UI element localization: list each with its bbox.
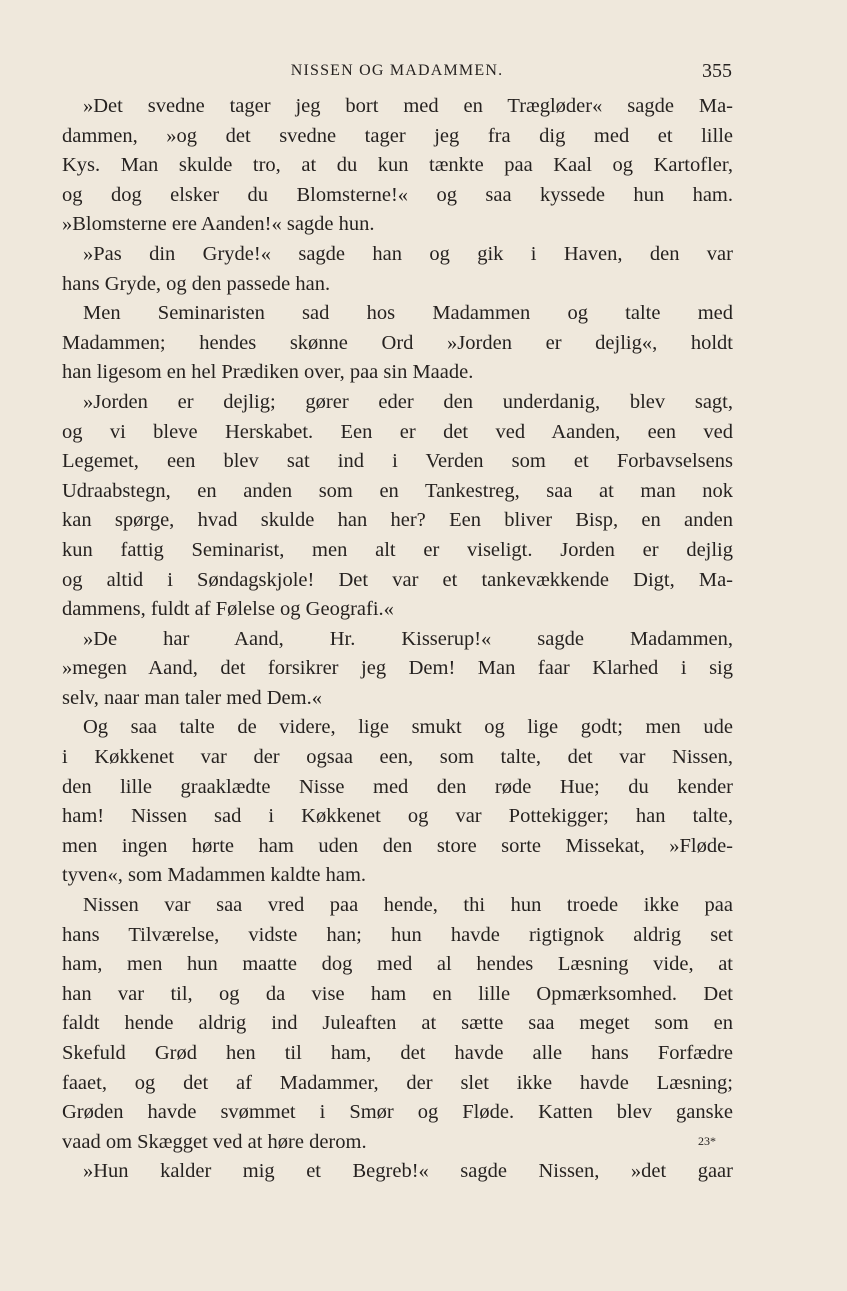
text-line: Madammen; hendes skønne Ord »Jorden er dejlig«, holdt xyxy=(62,331,733,354)
text-line: han var til, og da vise ham en lille Opmærksomhed. Det xyxy=(62,982,733,1005)
text-line: faaet, og det af Madammer, der slet ikke havde Læsning; xyxy=(62,1071,733,1094)
running-title: NISSEN OG MADAMMEN. xyxy=(290,62,504,79)
text-line: »Blomsterne ere Aanden!« sagde hun. xyxy=(62,213,375,236)
text-line: og dog elsker du Blomsterne!« og saa kyssede hun ham. xyxy=(62,183,733,206)
page-number: 355 xyxy=(702,60,732,82)
text-line: ham! Nissen sad i Køkkenet og var Pottekigger; han talte, xyxy=(62,805,733,828)
text-line: men ingen hørte ham uden den store sorte Missekat, »Fløde- xyxy=(62,834,733,857)
text-line: Og saa talte de videre, lige smukt og lige godt; men ude xyxy=(83,716,733,739)
text-line: hans Gryde, og den passede han. xyxy=(62,272,331,295)
text-line: Nissen var saa vred paa hende, thi hun troede ikke paa xyxy=(83,894,733,917)
running-head xyxy=(62,60,732,90)
text-line: ham, men hun maatte dog med al hendes Læsning vide, at xyxy=(62,953,733,976)
text-line: »Jorden er dejlig; gører eder den underdanig, blev sagt, xyxy=(83,390,733,413)
text-line: kan spørge, hvad skulde han her? Een bliver Bisp, en anden xyxy=(62,509,733,532)
text-line: kun fattig Seminarist, men alt er viseligt. Jorden er dejlig xyxy=(62,538,733,561)
text-line: Kys. Man skulde tro, at du kun tænkte paa Kaal og Kartofler, xyxy=(62,154,733,177)
text-line: hans Tilværelse, vidste han; hun havde rigtignok aldrig set xyxy=(62,923,733,946)
text-line: Grøden havde svømmet i Smør og Fløde. Katten blev ganske xyxy=(62,1101,733,1124)
text-line: Skefuld Grød hen til ham, det havde alle hans Forfædre xyxy=(62,1042,733,1064)
text-line: den lille graaklædte Nisse med den røde Hue; du kender xyxy=(62,775,733,798)
text-line: selv, naar man taler med Dem.« xyxy=(62,686,322,709)
text-line: og vi bleve Herskabet. Een er det ved Aanden, een ved xyxy=(62,420,733,443)
text-line: Men Seminaristen sad hos Madammen og talte med xyxy=(83,302,733,325)
text-line: dammen, »og det svedne tager jeg fra dig med et lille xyxy=(62,124,733,147)
signature-mark: 23* xyxy=(698,1134,716,1148)
text-line: i Køkkenet var der ogsaa een, som talte, det var Nissen, xyxy=(62,746,733,769)
text-line: han ligesom en hel Prædiken over, paa sin Maade. xyxy=(62,361,474,384)
text-line: »De har Aand, Hr. Kisserup!« sagde Madammen, xyxy=(83,627,733,650)
text-line: tyven«, som Madammen kaldte ham. xyxy=(62,864,367,887)
text-line: »Det svedne tager jeg bort med en Trægløder« sagde Ma- xyxy=(83,95,733,117)
text-line: vaad om Skægget ved at høre derom. xyxy=(62,1130,367,1153)
text-line: Legemet, een blev sat ind i Verden som et Forbavselsens xyxy=(62,450,733,473)
text-line: »megen Aand, det forsikrer jeg Dem! Man faar Klarhed i sig xyxy=(62,657,733,680)
text-line: »Hun kalder mig et Begreb!« sagde Nissen, »det gaar xyxy=(83,1160,733,1183)
text-line: »Pas din Gryde!« sagde han og gik i Haven, den var xyxy=(83,242,733,265)
text-line: og altid i Søndagskjole! Det var et tankevækkende Digt, Ma- xyxy=(62,568,733,591)
body-text xyxy=(62,92,733,1187)
text-line: dammens, fuldt af Følelse og Geografi.« xyxy=(62,598,394,621)
text-line: Udraabstegn, en anden som en Tankestreg, saa at man nok xyxy=(62,479,733,502)
text-line: faldt hende aldrig ind Juleaften at sætte saa meget som en xyxy=(62,1012,733,1035)
